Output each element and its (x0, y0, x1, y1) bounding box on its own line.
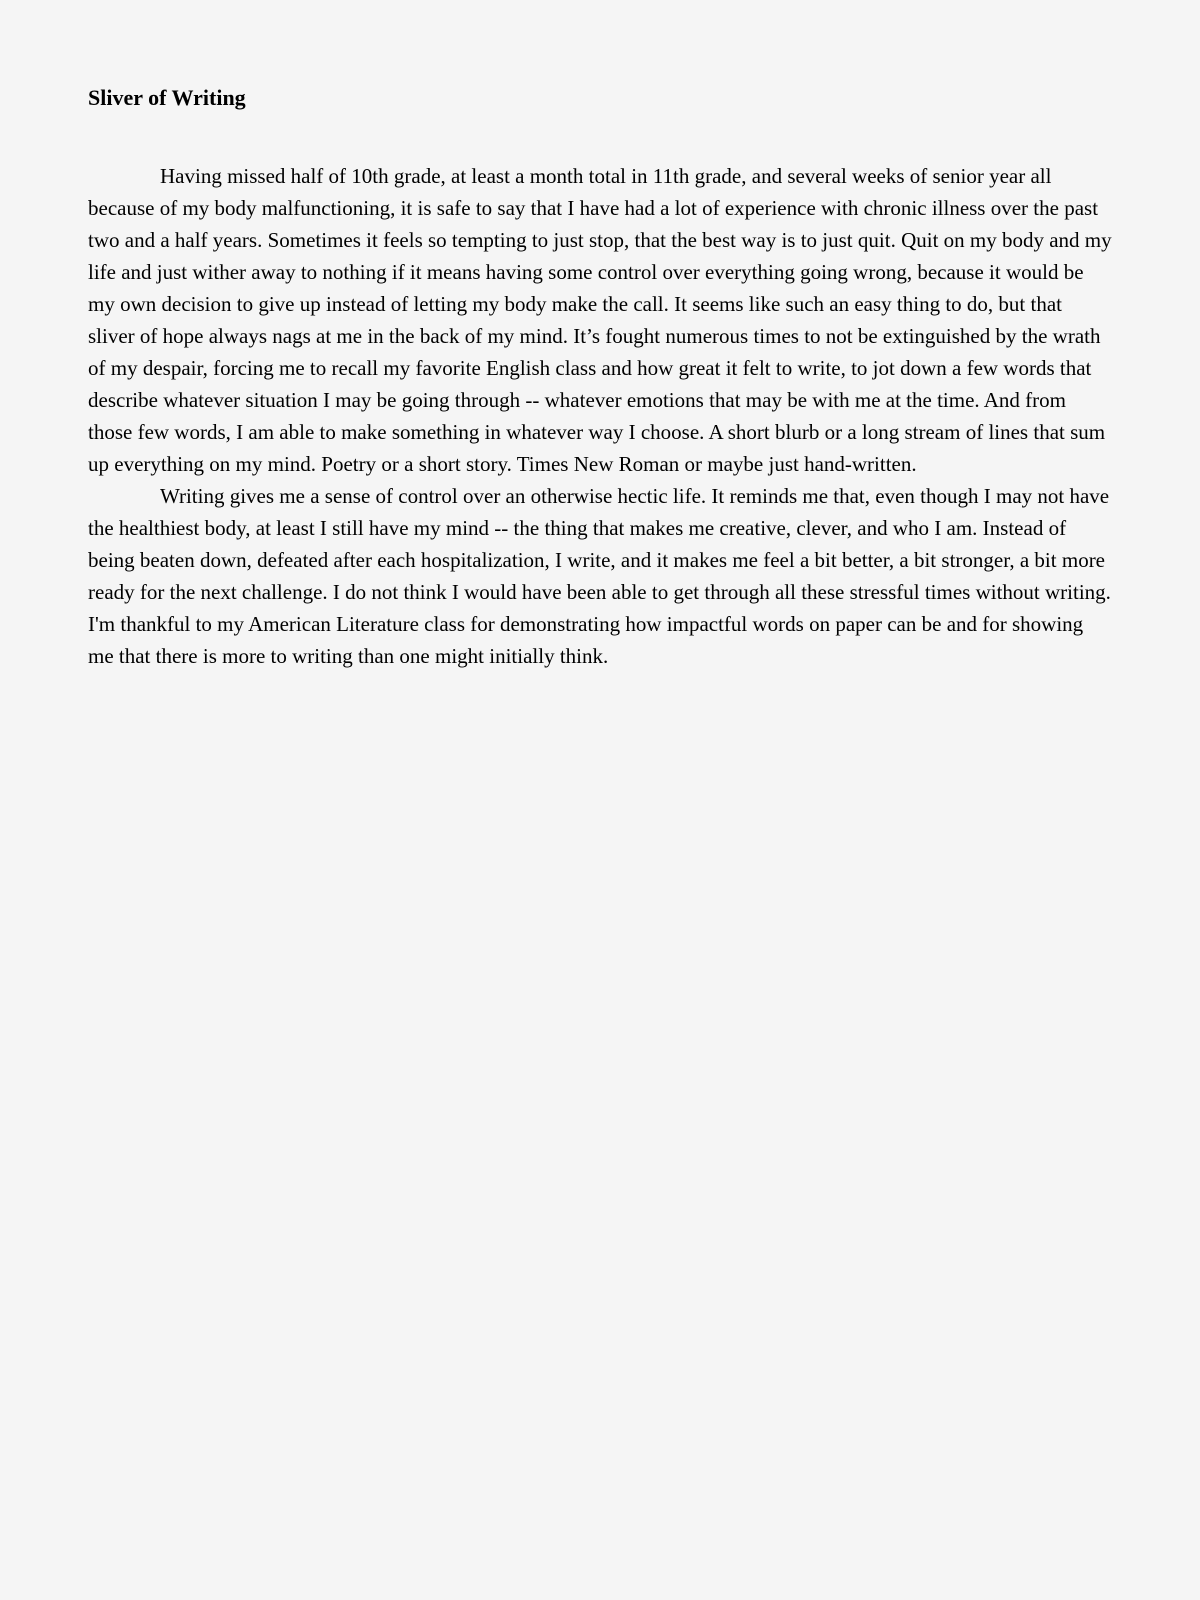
paragraph: Having missed half of 10th grade, at least a month total in 11th grade, and several weeks of senior year all because of my body malfunctioning, it is safe to say that I have had a lot of experience with chronic illness over the past two and a half years. Sometimes it feels so tempting to just stop, that the best way is to just quit. Quit on my body and my life and just wither away to nothing if it means having some control over everything going wrong, because it would be my own decision to give up instead of letting my body make the call. It seems like such an easy thing to do, but that sliver of hope always nags at me in the back of my mind. It’s fought numerous times to not be extinguished by the wrath of my despair, forcing me to recall my favorite English class and how great it felt to write, to jot down a few words that describe whatever situation I may be going through -- whatever emotions that may be with me at the time. And from those few words, I am able to make something in whatever way I choose. A short blurb or a long stream of lines that sum up everything on my mind. Poetry or a short story. Times New Roman or maybe just hand-written. (88, 164, 1112, 476)
document-body (88, 160, 1112, 672)
paragraph: Writing gives me a sense of control over an otherwise hectic life. It reminds me that, even though I may not have the healthiest body, at least I still have my mind -- the thing that makes me creative, clever, and who I am. Instead of being beaten down, defeated after each hospitalization, I write, and it makes me feel a bit better, a bit stronger, a bit more ready for the next challenge. I do not think I would have been able to get through all these stressful times without writing. I'm thankful to my American Literature class for demonstrating how impactful words on paper can be and for showing me that there is more to writing than one might initially think. (88, 484, 1111, 668)
document-title: Sliver of Writing (88, 85, 246, 110)
